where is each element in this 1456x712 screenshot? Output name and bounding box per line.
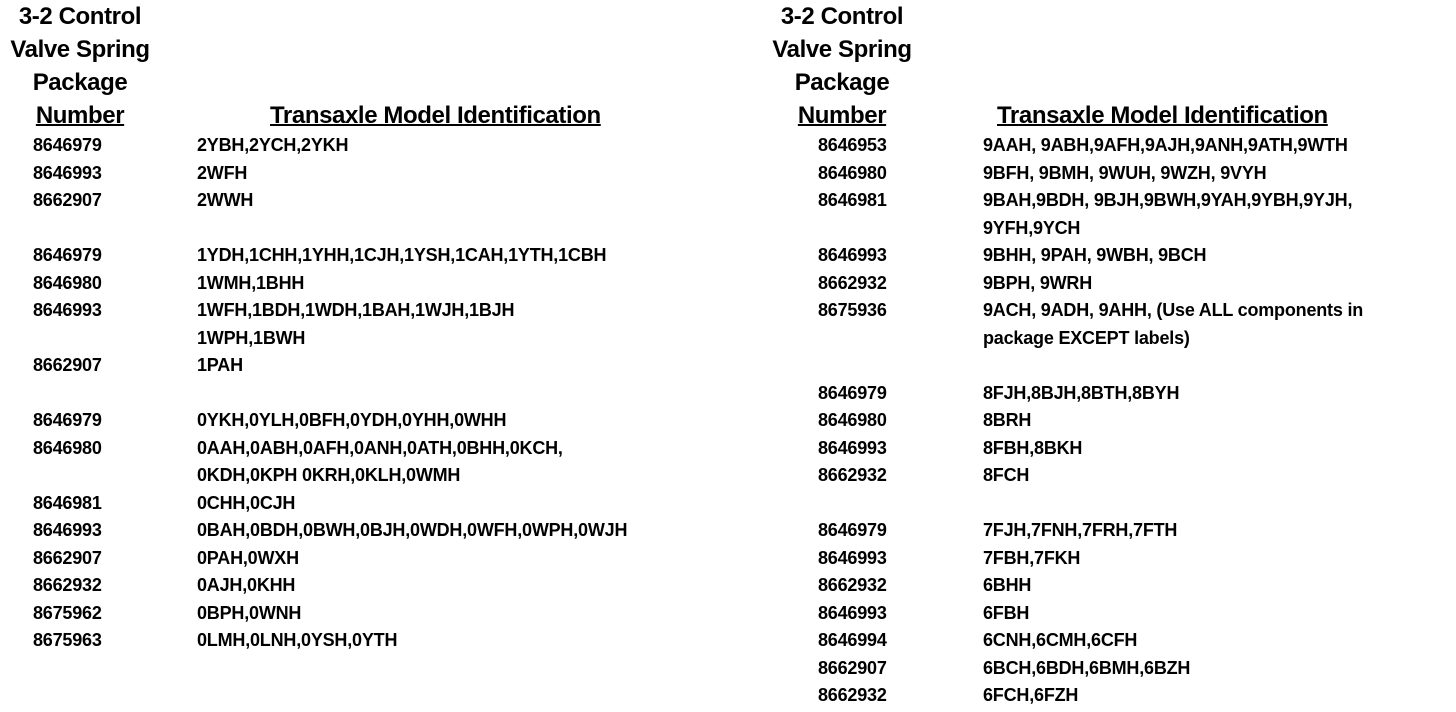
model-codes: 0LMH,0LNH,0YSH,0YTH bbox=[197, 630, 398, 650]
package-number: 8662932 bbox=[818, 685, 887, 705]
model-codes: 6FBH bbox=[983, 602, 1030, 623]
package-number: 8646993 bbox=[33, 300, 102, 320]
model-codes: 6BCH,6BDH,6BMH,6BZH bbox=[983, 657, 1191, 678]
table-row bbox=[0, 270, 740, 298]
package-number: 8646980 bbox=[818, 162, 887, 183]
model-codes: 2WFH bbox=[197, 162, 248, 183]
table-row bbox=[762, 242, 1456, 270]
package-number: 8646993 bbox=[818, 547, 887, 568]
package-number: 8646979 bbox=[33, 135, 102, 155]
model-codes: 1PAH bbox=[197, 355, 243, 375]
package-number: 8646980 bbox=[818, 410, 887, 430]
model-codes: 6BHH bbox=[983, 575, 1032, 595]
model-identification-header: Transaxle Model Identification bbox=[270, 102, 601, 129]
group-spacer bbox=[0, 380, 740, 408]
table-row bbox=[762, 297, 1456, 352]
package-number: 8646981 bbox=[818, 190, 887, 210]
model-codes: 2YBH,2YCH,2YKH bbox=[197, 135, 349, 155]
table-row bbox=[762, 517, 1456, 545]
model-codes: 0BPH,0WNH bbox=[197, 602, 302, 623]
table-row bbox=[0, 297, 740, 352]
model-codes: 9ACH, 9ADH, 9AHH, (Use ALL components in package EXCEPT labels) bbox=[983, 300, 1364, 348]
package-number: 8646981 bbox=[33, 492, 102, 513]
model-codes: 0PAH,0WXH bbox=[197, 547, 299, 568]
package-number: 8646993 bbox=[33, 162, 102, 183]
header-line-number: Number bbox=[35, 102, 125, 129]
table-row bbox=[0, 600, 740, 628]
group-spacer bbox=[762, 352, 1456, 380]
package-number: 8662907 bbox=[33, 547, 102, 568]
model-codes: 1YDH,1CHH,1YHH,1CJH,1YSH,1CAH,1YTH,1CBH bbox=[197, 245, 607, 265]
model-codes: 0BAH,0BDH,0BWH,0BJH,0WDH,0WFH,0WPH,0WJH bbox=[197, 520, 628, 540]
model-codes: 8FBH,8BKH bbox=[983, 437, 1083, 458]
group-spacer bbox=[0, 215, 740, 243]
table-row bbox=[0, 160, 740, 188]
table-row bbox=[0, 627, 740, 655]
table-row bbox=[762, 270, 1456, 298]
package-number: 8646953 bbox=[818, 135, 887, 155]
table-row bbox=[0, 187, 740, 215]
package-number: 8646979 bbox=[818, 382, 887, 403]
package-number: 8646993 bbox=[33, 520, 102, 540]
table-row bbox=[0, 352, 740, 380]
table-row bbox=[762, 462, 1456, 490]
model-codes: 1WFH,1BDH,1WDH,1BAH,1WJH,1BJH 1WPH,1BWH bbox=[197, 300, 515, 348]
package-number: 8662907 bbox=[33, 355, 102, 375]
table-row bbox=[0, 572, 740, 600]
model-codes: 0YKH,0YLH,0BFH,0YDH,0YHH,0WHH bbox=[197, 410, 507, 430]
header-line: Package bbox=[794, 69, 890, 96]
table-row bbox=[762, 655, 1456, 683]
model-codes: 0AAH,0ABH,0AFH,0ANH,0ATH,0BHH,0KCH, 0KDH,0KPH 0KRH,0KLH,0WMH bbox=[197, 437, 563, 485]
package-number-header bbox=[762, 0, 922, 132]
model-codes: 8FCH bbox=[983, 465, 1030, 485]
model-codes: 0CHH,0CJH bbox=[197, 492, 296, 513]
header-line: Package bbox=[32, 69, 128, 96]
model-codes: 0AJH,0KHH bbox=[197, 575, 296, 595]
table-row bbox=[762, 627, 1456, 655]
header-line: Valve Spring bbox=[10, 36, 150, 63]
package-number: 8646994 bbox=[818, 630, 887, 650]
model-codes: 8FJH,8BJH,8BTH,8BYH bbox=[983, 382, 1180, 403]
package-number: 8646979 bbox=[818, 520, 887, 540]
table-row bbox=[762, 187, 1456, 242]
model-codes: 6FCH,6FZH bbox=[983, 685, 1079, 705]
header-line: Valve Spring bbox=[772, 36, 912, 63]
table-row bbox=[762, 435, 1456, 463]
package-number: 8675936 bbox=[818, 300, 887, 320]
table-row bbox=[762, 380, 1456, 408]
package-number: 8662907 bbox=[33, 190, 102, 210]
table-row bbox=[0, 435, 740, 490]
table-row bbox=[762, 682, 1456, 710]
model-codes: 9AAH, 9ABH,9AFH,9AJH,9ANH,9ATH,9WTH bbox=[983, 135, 1348, 155]
model-codes: 1WMH,1BHH bbox=[197, 272, 305, 293]
package-number: 8662932 bbox=[818, 272, 887, 293]
header-line-number: Number bbox=[797, 102, 887, 129]
group-spacer bbox=[762, 490, 1456, 518]
package-number: 8646979 bbox=[33, 245, 102, 265]
model-codes: 6CNH,6CMH,6CFH bbox=[983, 630, 1138, 650]
table-row bbox=[762, 160, 1456, 188]
model-codes: 9BPH, 9WRH bbox=[983, 272, 1093, 293]
package-number-header bbox=[0, 0, 160, 132]
table-row bbox=[0, 490, 740, 518]
package-number: 8646993 bbox=[818, 245, 887, 265]
table-row bbox=[762, 572, 1456, 600]
package-number: 8646979 bbox=[33, 410, 102, 430]
package-number: 8662932 bbox=[33, 575, 102, 595]
model-codes: 9BHH, 9PAH, 9WBH, 9BCH bbox=[983, 245, 1207, 265]
package-number: 8646993 bbox=[818, 437, 887, 458]
table-row bbox=[762, 600, 1456, 628]
package-number: 8646980 bbox=[33, 437, 102, 458]
model-codes: 8BRH bbox=[983, 410, 1032, 430]
package-number: 8646980 bbox=[33, 272, 102, 293]
package-number: 8662907 bbox=[818, 657, 887, 678]
package-number: 8646993 bbox=[818, 602, 887, 623]
model-codes: 9BAH,9BDH, 9BJH,9BWH,9YAH,9YBH,9YJH, 9YFH,9YCH bbox=[983, 190, 1353, 238]
table-row bbox=[0, 407, 740, 435]
table-row bbox=[0, 132, 740, 160]
package-number: 8662932 bbox=[818, 575, 887, 595]
model-codes: 9BFH, 9BMH, 9WUH, 9WZH, 9VYH bbox=[983, 162, 1267, 183]
header-line: 3-2 Control bbox=[18, 3, 142, 30]
model-codes: 7FBH,7FKH bbox=[983, 547, 1081, 568]
right-rows bbox=[762, 132, 1456, 710]
table-row bbox=[0, 545, 740, 573]
package-number: 8675963 bbox=[33, 630, 102, 650]
table-row bbox=[0, 517, 740, 545]
table-row bbox=[762, 545, 1456, 573]
table-row bbox=[0, 242, 740, 270]
model-codes: 2WWH bbox=[197, 190, 254, 210]
header-line: 3-2 Control bbox=[780, 3, 904, 30]
table-row bbox=[762, 407, 1456, 435]
table-row bbox=[762, 132, 1456, 160]
left-rows bbox=[0, 132, 740, 655]
model-identification-header: Transaxle Model Identification bbox=[997, 102, 1328, 129]
package-number: 8675962 bbox=[33, 602, 102, 623]
model-codes: 7FJH,7FNH,7FRH,7FTH bbox=[983, 520, 1178, 540]
package-number: 8662932 bbox=[818, 465, 887, 485]
